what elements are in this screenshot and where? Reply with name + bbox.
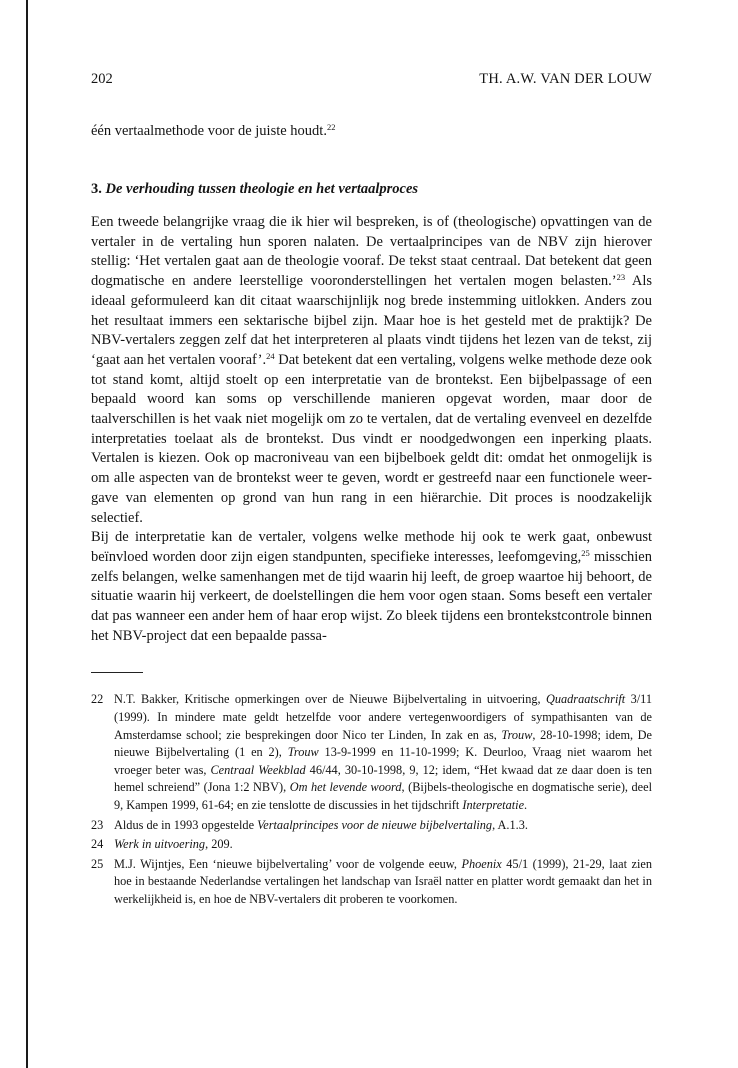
footnote [91, 836, 652, 854]
footnote-number: 24 [91, 837, 104, 852]
running-head: TH. A.W. VAN DER LOUW [479, 71, 652, 87]
footnote-text: Werk in uitvoering, 209. [114, 837, 233, 852]
footnote-ref: 25 [581, 547, 590, 558]
footnote-text: N.T. Bakker, Kritische opmerkingen over de Nieuwe Bijbelvertaling in uitvoering, Quadraatschrift 3/11 (1999). In mindere mate geldt hetzelfde voor andere vertegenwoordigers of sympathisanten van de Amsterdamse school; zie besprekingen door Nico ter Linden, In zak en as, Trouw, 28-10-1998; idem, De nieuwe Bijbelvertaling (1 en 2), Trouw 13-9-1999 en 11-10-1999; K. Deurloo, Vraag niet waarom het vroeger beter was, Centraal Weekblad 46/44, 30-10-1998, 9, 12; idem, “Het kwaad dat ze daar doen is ten hemel schreiend” (Jona 1:2 NBV), Om het levende woord, (Bijbels-theologische en dogmatische serie), deel 9, Kampen 1999, 61-64; en zie tenslotte de discussies in het tijdschrift Interpretatie. [114, 692, 653, 813]
paragraph [91, 213, 652, 528]
footnote-separator [91, 672, 143, 673]
footnotes [91, 691, 652, 908]
running-header [91, 71, 652, 91]
scan-edge-left [26, 0, 28, 1068]
footnote-text: Aldus de in 1993 opgestelde Vertaalprincipes voor de nieuwe bijbelvertaling, A.1.3. [114, 817, 528, 832]
text-run: Dat betekent dat een vertaling, volgens welke methode deze ook tot stand komt, altijd stoelt op een interpretatie van de brontekst. Een bijbelpassage of een bepaald woord kan soms op verschillende manieren opgevat worden, maar door de taalverschillen is het vaak niet mogelijk om zo te vertalen, dat de vertaling evenveel en dezelfde interpretaties toelaat als de brontekst. Dus vindt er noodgedwongen een inperking plaats. Vertalen is kiezen. Ook op macroniveau van een bijbelboek geldt dit: omdat het onmogelijk is om alle aspecten van de brontekst weer te geven, wordt er gestreefd naar een functionele weergave van elementen op grond van hun rang in een hiërarchie. Dit proces is noodzakelijk selectief. [91, 351, 652, 526]
section-number: 3. [91, 181, 102, 197]
footnote [91, 691, 652, 814]
footnote-ref: 22 [326, 122, 336, 132]
footnote-number: 25 [91, 856, 104, 871]
footnote-number: 23 [91, 817, 104, 832]
footnote [91, 856, 652, 909]
lead-sentence [91, 121, 652, 141]
paragraph [91, 528, 652, 646]
footnote-ref: 24 [266, 350, 275, 361]
text-run: Een tweede belangrijke vraag die ik hier wil bespreken, is of (theologische) opvattingen van de vertaler in de vertaling hun sporen nalaten. De vertaalprincipes van de NBV zijn hierover stellig: ‘Het vertalen gaat aan de theologie vooraf. De tekst staat centraal. Dat betekent dat geen dogmatische en andere leerstellige vooronderstellingen het vertalen mogen belasten.’ [91, 214, 652, 290]
lead-text: één vertaalmethode voor de juiste houdt. [91, 123, 327, 139]
footnote-ref: 23 [616, 272, 626, 283]
section-title: De verhouding tussen theologie en het vertaalproces [105, 181, 419, 197]
footnote-number: 22 [91, 692, 104, 707]
page-number: 202 [91, 71, 113, 87]
footnote-text: M.J. Wijntjes, Een ‘nieuwe bijbelvertaling’ voor de volgende eeuw, Phoenix 45/1 (1999), 21-29, laat zien hoe in bestaande Nederlandse vertalingen het landschap van Israël natter en platter wordt gemaakt dan het in werkelijkheid is, en hoe de NBV-vertalers dit proberen te voorkomen. [114, 856, 652, 906]
page [91, 71, 652, 911]
text-run: misschien zelfs belangen, welke samenhangen met de tijd waarin hij leeft, de groep waartoe hij behoort, de situatie waarin hij verkeert, de doelstellingen die hem voor ogen staan. Soms beseft een vertaler dat pas wanneer een ander hem of haar erop wijst. Zo bleek tijdens een brontekstcontrole binnen het NBV-project dat een bepaalde passa- [91, 548, 652, 644]
text-run: Bij de interpretatie kan de vertaler, volgens welke methode hij ook te werk gaat, onbewust beïnvloed worden door zijn eigen standpunten, specifieke interesses, leefomgeving, [91, 529, 652, 565]
body-text [91, 213, 652, 646]
footnote [91, 817, 652, 835]
section-heading [91, 179, 652, 199]
text-run: Als ideaal geformuleerd kan dit citaat waarschijnlijk nog brede instemming uitlokken. Anders zou het resultaat immers een sektarische bijbel zijn. Maar hoe is het gesteld met de praktijk? De NBV-vertalers zeggen zelf dat het interpreteren al plaats vindt tijdens het lezen van de tekst, zij ‘gaat aan het vertalen vooraf’. [91, 273, 652, 368]
